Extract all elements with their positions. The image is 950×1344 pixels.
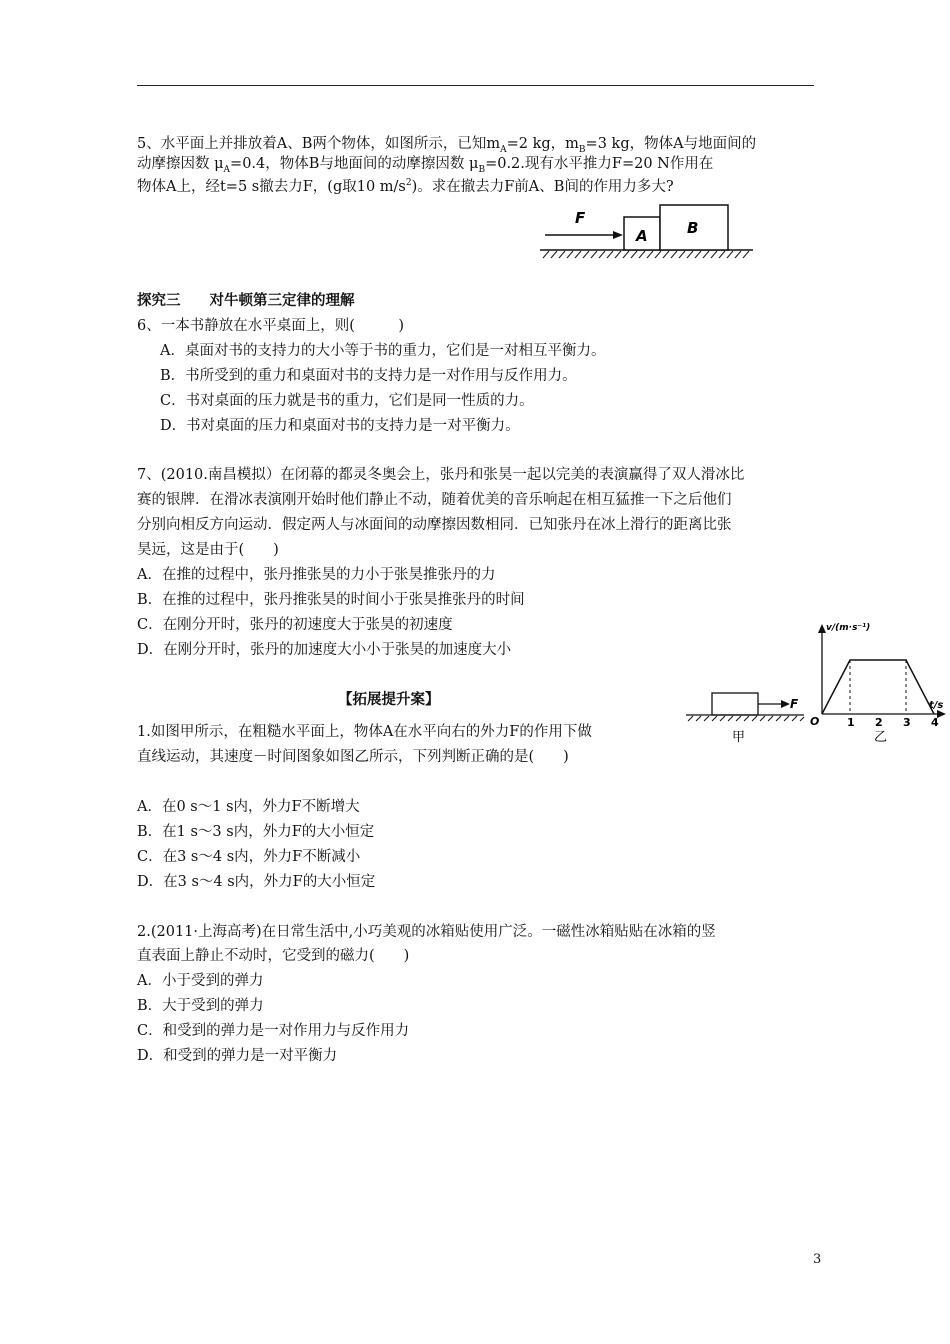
e1-stem-1: 1.如图甲所示，在粗糙水平面上，物体A在水平向右的外力F的作用下做 bbox=[137, 724, 592, 740]
q6-stem: 6、一本书静放在水平桌面上，则( ) bbox=[137, 318, 405, 334]
e1-figure-yi-chart bbox=[808, 616, 948, 746]
q6-option-c: C．书对桌面的压力就是书的重力，它们是同一性质的力。 bbox=[160, 393, 534, 409]
e1-option-c: C．在3 s～4 s内，外力F不断减小 bbox=[137, 849, 361, 865]
section-3-title: 探究三 对牛顿第三定律的理解 bbox=[137, 293, 355, 309]
q6-option-d: D．书对桌面的压力和桌面对书的支持力是一对平衡力。 bbox=[160, 418, 520, 434]
e2-option-a: A．小于受到的弹力 bbox=[137, 973, 264, 989]
q5-line-3: 物体A上，经t=5 s撤去力F，(g取10 $m/s^2$)。求在撤去力F前A、B间的作用力多大? bbox=[137, 178, 674, 195]
q5-line-2: 动摩擦因数 $\mu_A=0.4$，物体B与地面间的动摩擦因数 $\mu_B=0.2$.现有水平推力F=20 N作用在 bbox=[137, 156, 714, 175]
x-tick-label: 3 bbox=[903, 716, 911, 729]
q7-option-b: B．在推的过程中，张丹推张昊的时间小于张昊推张丹的时间 bbox=[137, 592, 525, 608]
q7-stem-4: 昊远，这是由于( ) bbox=[137, 542, 279, 558]
e1-option-b: B．在1 s～3 s内，外力F的大小恒定 bbox=[137, 824, 375, 840]
figure-yi-label: 乙 bbox=[874, 730, 888, 745]
q7-option-c: C．在刚分开时，张丹的初速度大于张昊的初速度 bbox=[137, 617, 453, 633]
label-jia: 甲 bbox=[732, 730, 746, 745]
header-rule bbox=[137, 85, 814, 86]
e2-option-d: D．和受到的弹力是一对平衡力 bbox=[137, 1048, 338, 1064]
label-f-small: F bbox=[790, 697, 799, 711]
q5-figure bbox=[535, 198, 765, 270]
extension-title: 【拓展提升案】 bbox=[338, 692, 440, 708]
q6-option-b: B．书所受到的重力和桌面对书的支持力是一对作用与反作用力。 bbox=[160, 368, 577, 384]
x-tick-label: 4 bbox=[931, 716, 939, 729]
q7-option-d: D．在刚分开时，张丹的加速度大小小于张昊的加速度大小 bbox=[137, 642, 512, 658]
e2-stem-1: 2.(2011·上海高考)在日常生活中,小巧美观的冰箱贴使用广泛。一磁性冰箱贴贴在冰箱的竖 bbox=[137, 924, 716, 940]
e2-stem-2: 直表面上静止不动时，它受到的磁力( ) bbox=[137, 948, 410, 964]
e1-option-d: D．在3 s～4 s内，外力F的大小恒定 bbox=[137, 874, 376, 890]
q7-stem-2: 赛的银牌．在滑冰表演刚开始时他们静止不动，随着优美的音乐响起在相互猛推一下之后他们 bbox=[137, 492, 732, 508]
q7-option-a: A．在推的过程中，张丹推张昊的力小于张昊推张丹的力 bbox=[137, 567, 496, 583]
e1-figure-jia bbox=[682, 686, 807, 746]
e2-option-c: C．和受到的弹力是一对作用力与反作用力 bbox=[137, 1023, 410, 1039]
y-axis-label: v/(m·s⁻¹) bbox=[826, 623, 871, 633]
velocity-series-line bbox=[822, 660, 934, 714]
origin-label: O bbox=[810, 715, 820, 728]
e1-stem-2: 直线运动，其速度－时间图象如图乙所示，下列判断正确的是( ) bbox=[137, 749, 569, 765]
e1-option-a: A．在0 s～1 s内，外力F不断增大 bbox=[137, 799, 360, 815]
e2-option-b: B．大于受到的弹力 bbox=[137, 998, 264, 1014]
x-tick-label: 2 bbox=[875, 716, 883, 729]
label-f: F bbox=[575, 209, 586, 227]
q7-stem-3: 分别向相反方向运动．假定两人与冰面间的动摩擦因数相同．已知张丹在冰上滑行的距离比张 bbox=[137, 517, 732, 533]
x-tick-label: 1 bbox=[847, 716, 855, 729]
label-b: B bbox=[687, 219, 699, 237]
block-a-small bbox=[712, 693, 758, 715]
q5-line-1: 5、水平面上并排放着A、B两个物体，如图所示，已知$m_A=2$ kg，$m_B=3$ kg，物体A与地面间的 bbox=[137, 136, 757, 155]
page-number: 3 bbox=[813, 1252, 822, 1267]
q7-stem-1: 7、(2010.南昌模拟）在闭幕的都灵冬奥会上，张丹和张昊一起以完美的表演赢得了双人滑冰比 bbox=[137, 467, 745, 483]
y-axis-arrow bbox=[818, 624, 826, 633]
x-axis-label: t/s bbox=[929, 700, 944, 711]
label-a: A bbox=[636, 227, 648, 245]
q6-option-a: A．桌面对书的支持力的大小等于书的重力，它们是一对相互平衡力。 bbox=[160, 343, 606, 359]
